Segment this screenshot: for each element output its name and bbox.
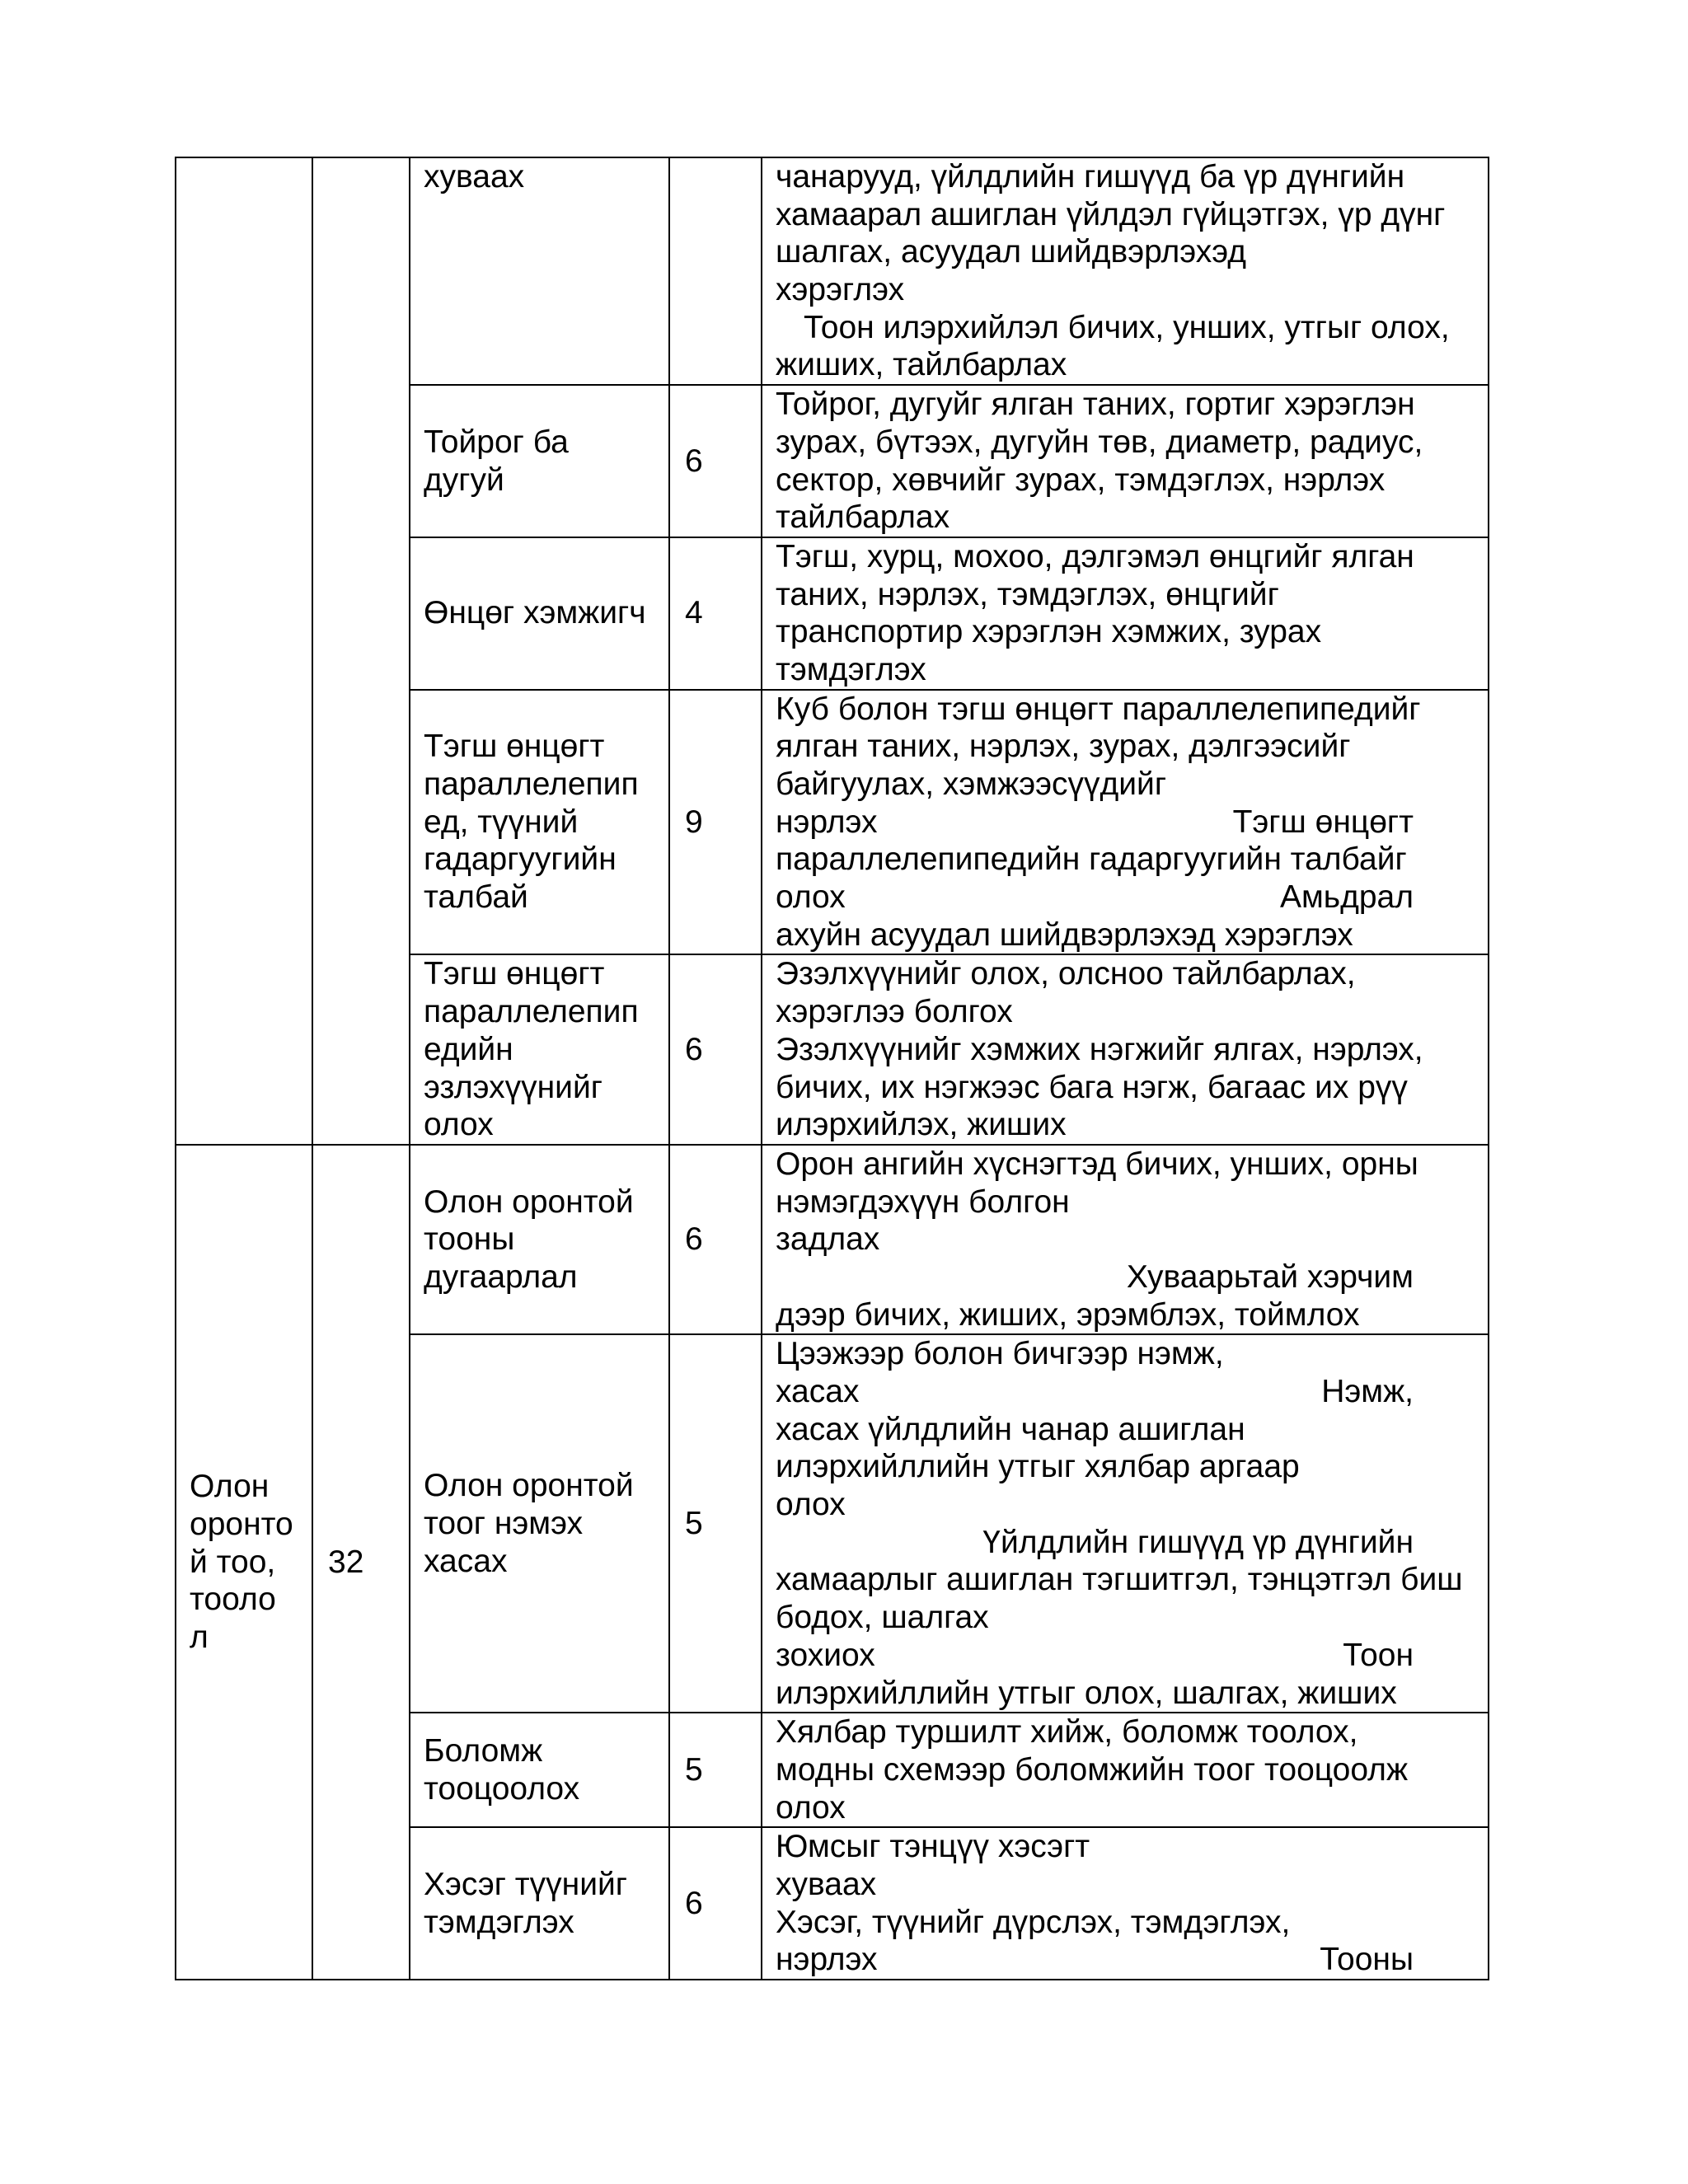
objective-line: сектор, хөвчийг зурах, тэмдэглэх, нэрлэх [776, 462, 1386, 498]
objective-line: задлах [776, 1221, 880, 1258]
topic-line: Тэгш өнцөгт [424, 956, 605, 992]
objective-line: Орон ангийн хүснэгтэд бичих, унших, орны [776, 1146, 1418, 1182]
topic-line: олох [424, 1107, 494, 1143]
hours-cell: 4 [669, 537, 762, 690]
objective-line: олох Амьдрал [776, 879, 1414, 916]
topic-line: ед, түүний [424, 804, 579, 840]
topic-line: тоог нэмэх [424, 1505, 584, 1541]
objectives-cell [762, 954, 1489, 1144]
hours-cell: 9 [669, 690, 762, 955]
objective-line: тайлбарлах [776, 499, 950, 536]
topic-line: тооны [424, 1221, 515, 1258]
topic-line: Өнцөг хэмжигч [424, 595, 646, 631]
topic-line: эзлэхүүнийг [424, 1069, 603, 1105]
table-row [176, 1145, 1489, 1334]
objective-line: Юмсыг тэнцүү хэсэгт [776, 1829, 1090, 1865]
topic-cell [410, 954, 669, 1144]
objective-line: Тойрог, дугуйг ялган таних, гортиг хэрэглэн [776, 387, 1415, 423]
topic-line: талбай [424, 879, 528, 916]
topic-cell [410, 537, 669, 690]
section-cell-empty [176, 157, 312, 1145]
objective-line: ахуйн асуудал шийдвэрлэхэд хэрэглэх [776, 916, 1353, 953]
objective-line: Куб болон тэгш өнцөгт параллелепипедийг [776, 691, 1421, 727]
topic-cell [410, 385, 669, 537]
topic-line: Боломж [424, 1733, 543, 1769]
objective-line: зохиох Тоон [776, 1637, 1414, 1673]
objective-line: Хялбар туршилт хийж, боломж тоолох, [776, 1714, 1358, 1750]
objective-line: параллелепипедийн гадаргуугийн талбайг [776, 841, 1407, 878]
topic-cell [410, 1713, 669, 1827]
objective-line: хамаарлыг ашиглан тэгшитгэл, тэнцэтгэл биш [776, 1562, 1463, 1598]
topic-line: тэмдэглэх [424, 1904, 574, 1940]
objectives-cell [762, 1334, 1489, 1713]
objectives-cell [762, 1713, 1489, 1827]
topic-cell [410, 157, 669, 385]
objective-line: бодох, шалгах [776, 1600, 989, 1636]
topic-line: параллелепип [424, 766, 639, 802]
total-hours-cell-empty [312, 157, 410, 1145]
objectives-cell [762, 157, 1489, 385]
hours-cell [669, 157, 762, 385]
objective-line: хуваах [776, 1866, 877, 1902]
objective-line: чанарууд, үйлдлийн гишүүд ба үр дүнгийн [776, 159, 1405, 194]
hours-cell: 6 [669, 954, 762, 1144]
objectives-cell [762, 690, 1489, 955]
objective-line: Үйлдлийн гишүүд үр дүнгийн [982, 1524, 1414, 1560]
objective-line: Хэсэг, түүнийг дүрслэх, тэмдэглэх, [776, 1904, 1291, 1940]
topic-line: тооцоолох [424, 1770, 580, 1807]
objective-line: модны схемээр боломжийн тоог тооцоолж [776, 1751, 1409, 1788]
objective-line: Эзэлхүүнийг олох, олсноо тайлбарлах, [776, 956, 1356, 992]
hours-cell: 6 [669, 1827, 762, 1980]
curriculum-body [176, 157, 1489, 1980]
topic-cell [410, 1145, 669, 1334]
section-cell [176, 1145, 312, 1980]
hours-cell: 6 [669, 1145, 762, 1334]
objective-line: дээр бичих, жиших, эрэмблэх, тоймлох [776, 1296, 1360, 1333]
hours-cell: 6 [669, 385, 762, 537]
objective-line: Тэгш, хурц, мохоо, дэлгэмэл өнцгийг ялган [776, 538, 1414, 574]
objective-line: ялган таних, нэрлэх, зурах, дэлгээсийг [776, 729, 1351, 765]
objective-line: байгуулах, хэмжээсүүдийг [776, 766, 1167, 802]
objective-line: Цээжээр болон бичгээр нэмж, [776, 1336, 1224, 1372]
objective-line: илэрхийллийн утгыг хялбар аргаар [776, 1449, 1300, 1485]
objectives-cell [762, 1145, 1489, 1334]
topic-line: Тойрог ба [424, 424, 569, 460]
objective-line: олох [776, 1487, 846, 1523]
objective-line: хамаарал ашиглан үйлдэл гүйцэтгэх, үр дүнг [776, 196, 1446, 232]
topic-cell [410, 1334, 669, 1713]
objective-line: таних, нэрлэх, тэмдэглэх, өнцгийг [776, 576, 1279, 612]
topic-line: Олон оронтой [424, 1468, 634, 1504]
objective-line: тэмдэглэх [776, 651, 926, 687]
objective-line: Тоон илэрхийлэл бичих, унших, утгыг олох, [804, 309, 1450, 345]
objective-line: шалгах, асуудал шийдвэрлэхэд [776, 234, 1247, 270]
topic-line: дугуй [424, 462, 504, 498]
section-line: й тоо, [190, 1544, 276, 1580]
objective-line: хасах үйлдлийн чанар ашиглан [776, 1411, 1245, 1447]
topic-line: гадаргуугийн [424, 841, 617, 878]
topic-line: едийн [424, 1031, 513, 1067]
table-row [176, 157, 1489, 385]
section-line: Олон [190, 1469, 270, 1505]
section-line: тооло [190, 1582, 276, 1618]
objective-line: хасах Нэмж, [776, 1374, 1414, 1409]
objective-line: илэрхийллийн утгыг олох, шалгах, жиших [776, 1675, 1397, 1711]
topic-line: дугаарлал [424, 1258, 578, 1295]
topic-line: Тэгш өнцөгт [424, 729, 605, 765]
topic-cell [410, 690, 669, 955]
objective-line: олох [776, 1789, 846, 1825]
topic-line: параллелепип [424, 994, 639, 1030]
curriculum-table [175, 157, 1489, 1980]
objective-line: зурах, бүтээх, дугуйн төв, диаметр, радиус, [776, 424, 1423, 460]
topic-line: хуваах [424, 159, 525, 194]
topic-cell [410, 1827, 669, 1980]
objective-line: транспортир хэрэглэн хэмжих, зурах [776, 614, 1322, 650]
objective-line: хэрэглэх [776, 272, 905, 308]
objectives-cell [762, 537, 1489, 690]
objective-line: нэрлэх Тэгш өнцөгт [776, 804, 1414, 840]
hours-cell: 5 [669, 1334, 762, 1713]
objective-line: нэрлэх Тооны [776, 1942, 1414, 1978]
topic-line: хасах [424, 1543, 508, 1579]
topic-line: Олон оронтой [424, 1183, 634, 1220]
objectives-cell [762, 1827, 1489, 1980]
section-line: оронто [190, 1506, 293, 1542]
objective-line: нэмэгдэхүүн болгон [776, 1183, 1070, 1220]
hours-cell: 5 [669, 1713, 762, 1827]
section-line: л [190, 1619, 209, 1655]
objective-line: Эзэлхүүнийг хэмжих нэгжийг ялгах, нэрлэх, [776, 1031, 1423, 1067]
objective-line: хэрэглээ болгох [776, 994, 1013, 1030]
objective-line: бичих, их нэгжээс бага нэгж, багаас их рүү [776, 1069, 1408, 1105]
objective-line: Хуваарьтай хэрчим [1126, 1258, 1414, 1295]
topic-line: Хэсэг түүнийг [424, 1866, 628, 1902]
objective-line: жиших, тайлбарлах [776, 347, 1067, 383]
total-hours-cell: 32 [312, 1145, 410, 1980]
objectives-cell [762, 385, 1489, 537]
objective-line: илэрхийлэх, жиших [776, 1107, 1067, 1143]
